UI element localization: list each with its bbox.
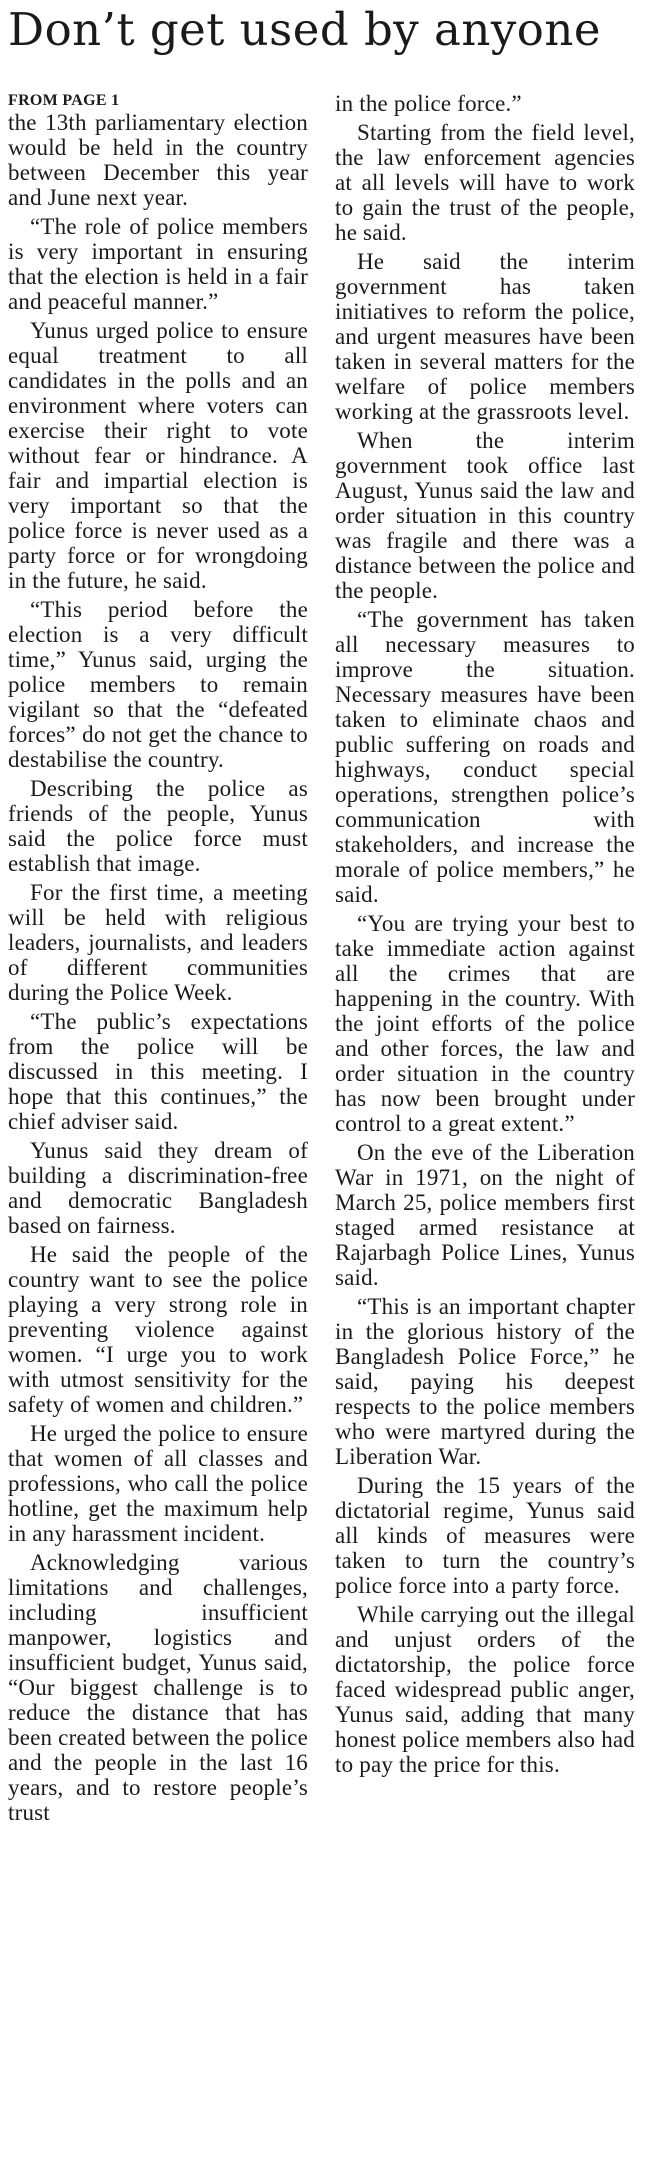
paragraph: On the eve of the Liberation War in 1971, on the night of March 25, police members first staged armed resistance at Rajarbagh Police Lines, Yunus said. (335, 1140, 635, 1290)
continuation-kicker: FROM PAGE 1 (8, 92, 120, 109)
paragraph: Acknowledging various limitations and challenges, including insufficient manpower, logistics and insufficient budget, Yunus said, “Our biggest challenge is to reduce the distance that has been created between the police and the people in the last 16 years, and to restore people’s trust (8, 1550, 308, 1825)
article-column-left (8, 92, 308, 1829)
paragraph: While carrying out the illegal and unjust orders of the dictatorship, the police force faced widespread public anger, Yunus said, adding that many honest police members also had to pay the price for this. (335, 1602, 635, 1777)
paragraph: “You are trying your best to take immediate action against all the crimes that are happening in the country. With the joint efforts of the police and other forces, the law and order situation in the country has now been brought under control to a great extent.” (335, 911, 635, 1136)
paragraph: “The government has taken all necessary measures to improve the situation. Necessary measures have been taken to eliminate chaos and public suffering on roads and highways, conduct special operations, strengthen police’s communication with stakeholders, and increase the morale of police members,” he said. (335, 607, 635, 907)
paragraph: He said the interim government has taken initiatives to reform the police, and urgent measures have been taken in several matters for the welfare of police members working at the grassroots level. (335, 249, 635, 424)
paragraph: “The role of police members is very important in ensuring that the election is held in a fair and peaceful manner.” (8, 214, 308, 314)
paragraph: Starting from the field level, the law enforcement agencies at all levels will have to work to gain the trust of the people, he said. (335, 120, 635, 245)
paragraph: He said the people of the country want to see the police playing a very strong role in preventing violence against women. “I urge you to work with utmost sensitivity for the safety of women and children.” (8, 1242, 308, 1417)
paragraph: When the interim government took office last August, Yunus said the law and order situation in this country was fragile and there was a distance between the police and the people. (335, 428, 635, 603)
article-column-right (335, 91, 635, 1781)
paragraph: During the 15 years of the dictatorial regime, Yunus said all kinds of measures were taken to turn the country’s police force into a party force. (335, 1473, 635, 1598)
paragraph: “The public’s expectations from the police will be discussed in this meeting. I hope that this continues,” the chief adviser said. (8, 1009, 308, 1134)
paragraph: “This period before the election is a very difficult time,” Yunus said, urging the police members to remain vigilant so that the “defeated forces” do not get the chance to destabilise the country. (8, 597, 308, 772)
paragraph: in the police force.” (335, 91, 522, 116)
paragraph: For the first time, a meeting will be held with religious leaders, journalists, and leaders of different communities during the Police Week. (8, 880, 308, 1005)
paragraph: “This is an important chapter in the glorious history of the Bangladesh Police Force,” he said, paying his deepest respects to the police members who were martyred during the Liberation War. (335, 1294, 635, 1469)
paragraph: Yunus urged police to ensure equal treatment to all candidates in the polls and an environment where voters can exercise their right to vote without fear or hindrance. A fair and impartial election is very important so that the police force is never used as a party force or for wrongdoing in the future, he said. (8, 318, 308, 593)
paragraph: He urged the police to ensure that women of all classes and professions, who call the police hotline, get the maximum help in any harassment incident. (8, 1421, 308, 1546)
paragraph: the 13th parliamentary election would be held in the country between December this year and June next year. (8, 110, 308, 210)
paragraph: Yunus said they dream of building a discrimination-free and democratic Bangladesh based on fairness. (8, 1138, 308, 1238)
paragraph: Describing the police as friends of the people, Yunus said the police force must establish that image. (8, 776, 308, 876)
headline: Don’t get used by anyone (8, 3, 601, 56)
